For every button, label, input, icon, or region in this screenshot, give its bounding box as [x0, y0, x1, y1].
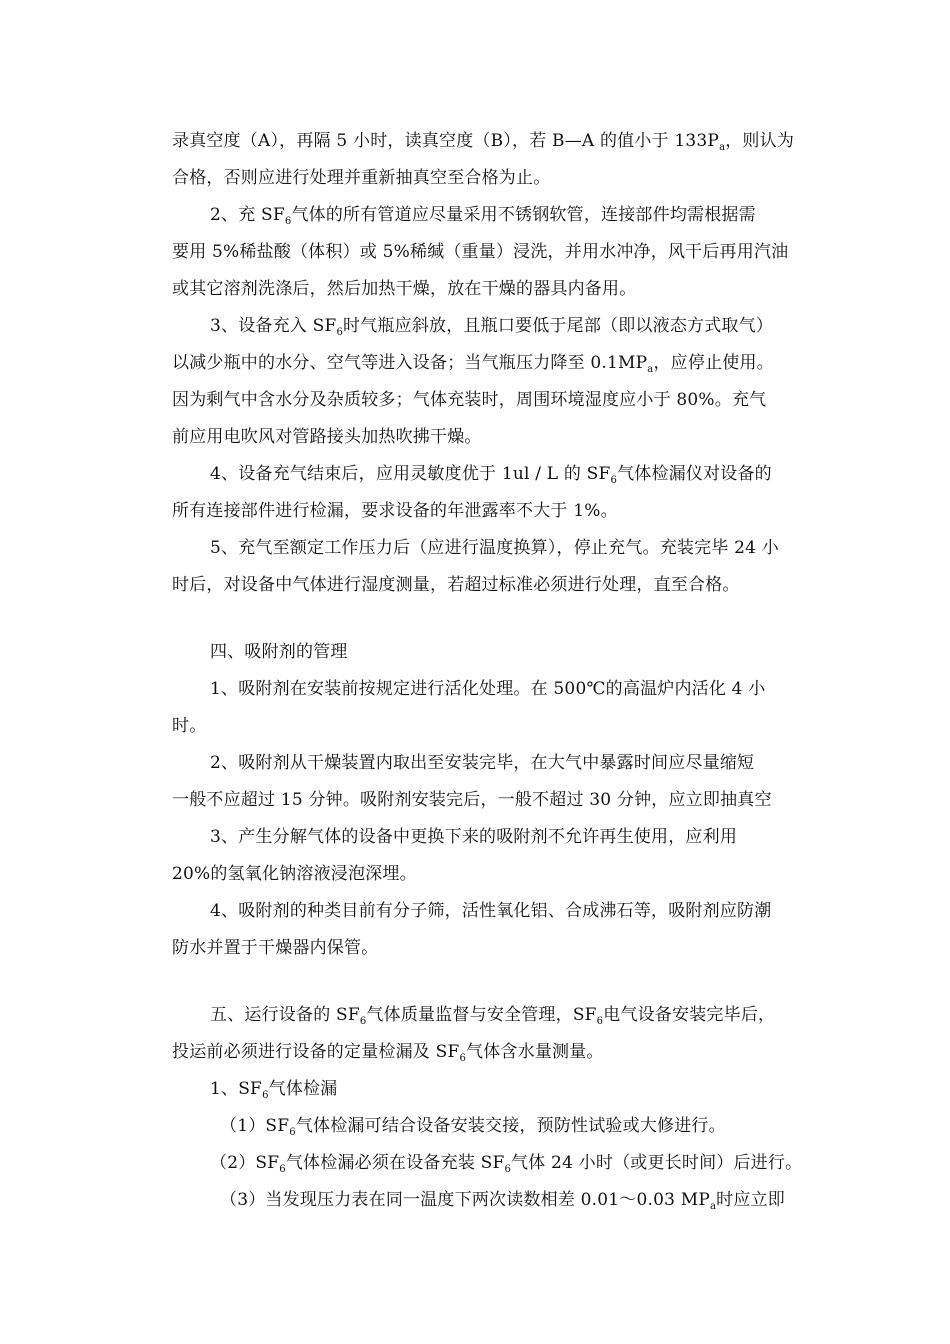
text-segment: 或其它溶剂洗涤后，然后加热干燥，放在干燥的器具内备用。 — [172, 279, 637, 299]
text-segment: （1）SF — [220, 1116, 290, 1136]
text-segment: 前应用电吹风对管路接头加热吹拂干燥。 — [172, 427, 482, 447]
text-line — [210, 1148, 802, 1173]
subscript: 6 — [459, 1053, 467, 1064]
text-segment: 气体检漏 — [268, 1079, 338, 1099]
text-segment: 1、吸附剂在安装前按规定进行活化处理。在 500℃的高温炉内活化 4 小 — [210, 679, 766, 699]
text-segment: 3、产生分解气体的设备中更换下来的吸附剂不允许再生使用，应利用 — [210, 827, 738, 847]
text-segment: 气体含水量测量。 — [466, 1042, 604, 1062]
subscript: 6 — [279, 1164, 286, 1175]
text-line — [172, 126, 794, 151]
text-line — [210, 1000, 775, 1025]
subscript: a — [709, 1201, 717, 1212]
text-line — [210, 533, 779, 558]
subscript: 6 — [610, 475, 618, 486]
subscript: a — [719, 142, 726, 153]
text-line — [210, 1074, 337, 1099]
text-segment: 2、充 SF — [210, 205, 285, 225]
text-line — [210, 311, 773, 336]
text-line — [172, 933, 378, 958]
text-segment: 4、设备充气结束后，应用灵敏度优于 1ul / L 的 SF — [210, 464, 611, 484]
text-line — [210, 200, 756, 225]
text-line — [172, 859, 417, 884]
text-line — [172, 422, 482, 447]
text-segment: 气体检漏可结合设备安装交接，预防性试验或大修进行。 — [295, 1116, 726, 1136]
text-segment: 4、吸附剂的种类目前有分子筛，活性氧化铝、合成沸石等，吸附剂应防潮 — [210, 901, 772, 921]
text-segment: 气体检漏仪对设备的 — [617, 464, 772, 484]
text-segment: ，应停止使用。 — [653, 353, 774, 373]
text-segment: 时气瓶应斜放，且瓶口要低于尾部（即以液态方式取气） — [343, 316, 774, 336]
text-line — [172, 1037, 604, 1062]
text-line — [210, 459, 772, 484]
text-segment: （3）当发现压力表在同一温度下两次读数相差 0.01～0.03 MP — [220, 1190, 710, 1210]
subscript: 6 — [596, 1016, 604, 1027]
text-segment: 合格，否则应进行处理并重新抽真空至合格为止。 — [172, 168, 551, 188]
text-segment: 以减少瓶中的水分、空气等进入设备；当气瓶压力降至 0.1MP — [172, 353, 648, 373]
text-line — [220, 1111, 726, 1136]
text-line — [172, 385, 766, 410]
subscript: 6 — [504, 1164, 512, 1175]
text-segment: （2）SF — [210, 1153, 280, 1173]
text-segment: 录真空度（A），再隔 5 小时，读真空度（B），若 B—A 的值小于 133P — [172, 131, 720, 151]
text-segment: 因为剩气中含水分及杂质较多；气体充装时，周围环境湿度应小于 80%。充气 — [172, 390, 767, 410]
text-line — [210, 822, 737, 847]
text-segment: 投运前必须进行设备的定量检漏及 SF — [172, 1042, 460, 1062]
subscript: 6 — [284, 216, 292, 227]
text-segment: 要用 5%稀盐酸（体积）或 5%稀缄（重量）浸洗，并用水冲净，风干后再用汽油 — [172, 242, 789, 262]
subscript: 6 — [359, 1016, 367, 1027]
text-line — [210, 748, 754, 773]
text-segment: 电气设备安装完毕后， — [603, 1005, 776, 1025]
subscript: a — [647, 364, 654, 375]
subscript: 6 — [289, 1127, 296, 1138]
text-segment: 2、吸附剂从干燥装置内取出至安装完毕，在大气中暴露时间应尽量缩短 — [210, 753, 755, 773]
text-segment: 1、SF — [210, 1079, 263, 1099]
subscript: 6 — [262, 1090, 269, 1101]
text-line — [172, 496, 618, 521]
text-segment: 一般不应超过 15 分钟。吸附剂安装完后，一般不超过 30 分钟，应立即抽真空 — [172, 790, 772, 810]
text-segment: 五、运行设备的 SF — [210, 1005, 360, 1025]
text-line — [172, 348, 774, 373]
text-segment: ，则认为 — [725, 131, 795, 151]
text-segment: 气体检漏必须在设备充装 SF — [285, 1153, 505, 1173]
text-line — [210, 637, 348, 662]
text-segment: 20%的氢氧化钠溶液浸泡深埋。 — [172, 864, 417, 884]
text-line — [172, 237, 788, 262]
text-segment: 气体 24 小时（或更长时间）后进行。 — [511, 1153, 803, 1173]
text-line — [210, 896, 771, 921]
text-segment: 气体的所有管道应尽量采用不锈钢软管，连接部件均需根据需 — [291, 205, 756, 225]
text-segment: 四、吸附剂的管理 — [210, 642, 348, 662]
text-segment: 3、设备充入 SF — [210, 316, 337, 336]
text-line — [172, 274, 636, 299]
text-segment: 防水并置于干燥器内保管。 — [172, 938, 379, 958]
text-segment: 所有连接部件进行检漏，要求设备的年泄露率不大于 1%。 — [172, 501, 618, 521]
text-line — [172, 570, 740, 595]
text-segment: 气体质量监督与安全管理，SF — [366, 1005, 597, 1025]
text-segment: 时后，对设备中气体进行湿度测量，若超过标准必须进行处理，直至合格。 — [172, 575, 740, 595]
text-segment: 时应立即 — [716, 1190, 785, 1210]
text-line — [220, 1185, 785, 1210]
text-line — [172, 163, 550, 188]
text-line — [172, 711, 206, 736]
text-segment: 5、充气至额定工作压力后（应进行温度换算），停止充气。充装完毕 24 小 — [210, 538, 779, 558]
text-line — [172, 785, 772, 810]
text-line — [210, 674, 766, 699]
subscript: 6 — [336, 327, 344, 338]
text-segment: 时。 — [172, 716, 207, 736]
